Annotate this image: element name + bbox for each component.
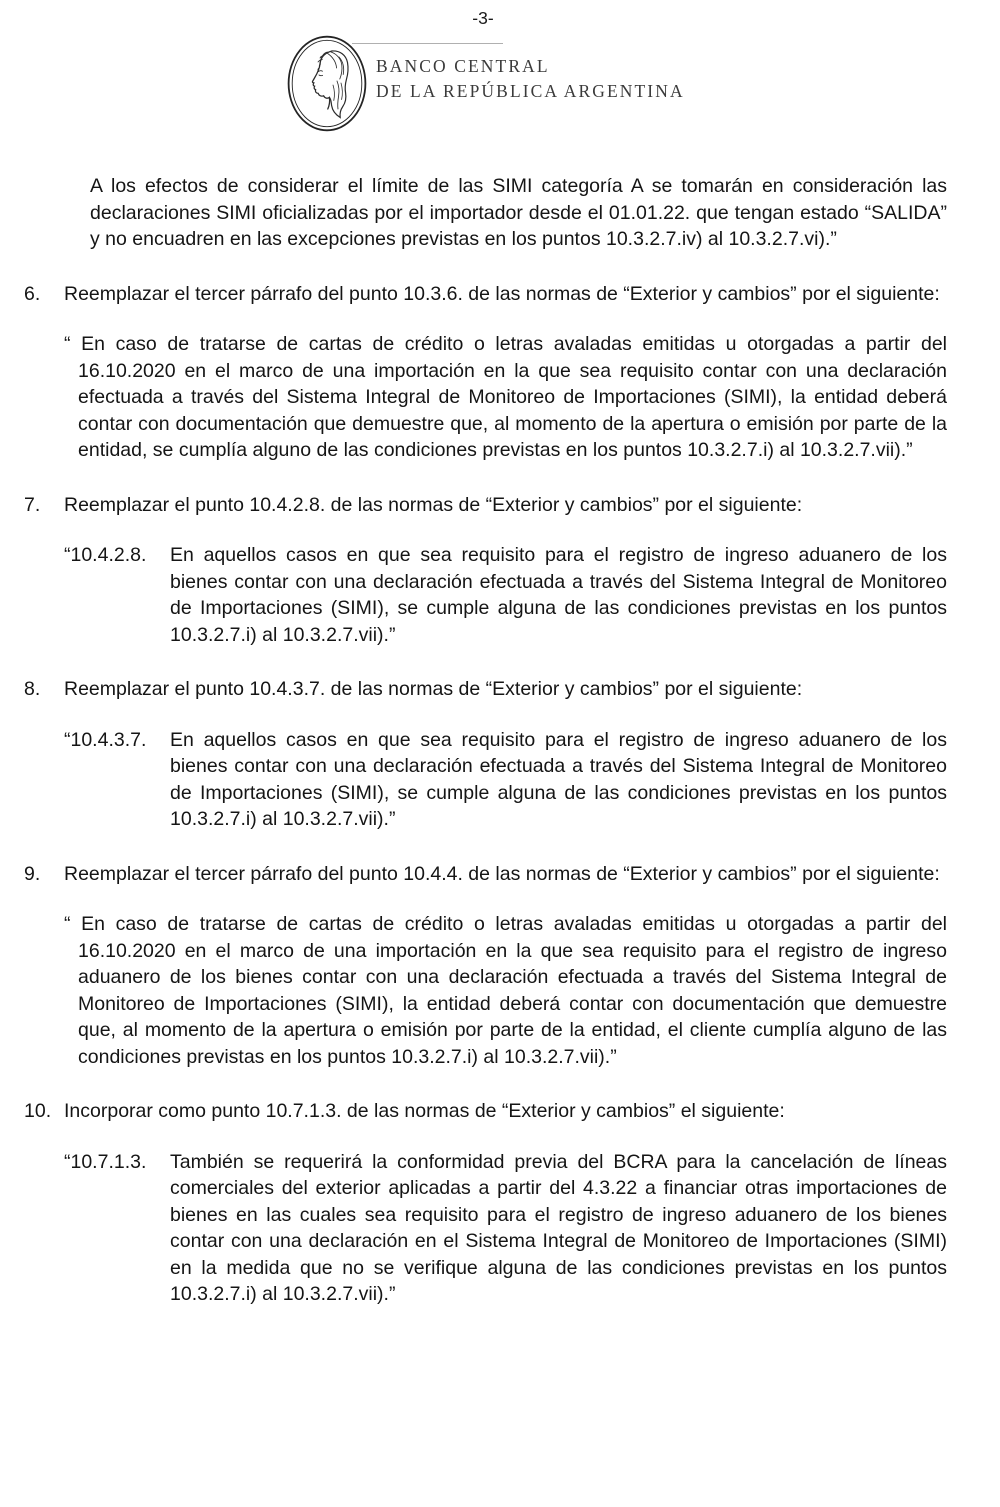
list-item-10 <box>24 1098 947 1125</box>
quoted-point-ref: “10.4.2.8. <box>64 544 147 566</box>
item-number: 8. <box>24 678 41 700</box>
quoted-point-text: También se requerirá la conformidad previa del BCRA para la cancelación de líneas comerciales del exterior aplicadas a partir del 4.3.22 a financiar otras importaciones de bienes en las cuales sea requisito para el registro de ingreso aduanero de los bienes contar con una declaración en el Sistema Integral de Monitoreo de Importaciones (SIMI) en la medida que no se verifique alguna de las condiciones previstas en los puntos 10.3.2.7.i) al 10.3.2.7.vii).” <box>170 1150 947 1305</box>
item-lead-text: Reemplazar el punto 10.4.3.7. de las normas de “Exterior y cambios” por el siguiente: <box>64 678 803 700</box>
item-number: 7. <box>24 493 41 516</box>
intro-paragraph: A los efectos de considerar el límite de las SIMI categoría A se tomarán en consideración las declaraciones SIMI oficializadas por el importador desde el 01.01.22. que tengan estado “SALIDA” y no encuadren en las excepciones previstas en los puntos 10.3.2.7.iv) al 10.3.2.7.vi).” <box>90 175 947 250</box>
item-lead-text: Reemplazar el tercer párrafo del punto 10.4.4. de las normas de “Exterior y cambios” por el siguiente: <box>64 862 940 885</box>
item-lead-text: Reemplazar el tercer párrafo del punto 10.3.6. de las normas de “Exterior y cambios” por el siguiente: <box>64 282 940 305</box>
item-number: 9. <box>24 862 41 885</box>
item-9-quoted-paragraph: “ En caso de tratarse de cartas de crédito o letras avaladas emitidas u otorgadas a partir del 16.10.2020 en el marco de una importación en la que sea requisito para el registro de ingreso aduanero de los bienes contar con una declaración efectuada a través del Sistema Integral de Monitoreo de Importaciones (SIMI), la entidad deberá contar con documentación que demuestre que, al momento de la apertura o emisión por parte de la entidad, el cliente cumplía alguno de las condiciones previstas en los puntos 10.3.2.7.i) al 10.3.2.7.vii).” <box>64 913 947 1068</box>
item-lead-text: Incorporar como punto 10.7.1.3. de las normas de “Exterior y cambios” el siguiente: <box>64 1100 785 1122</box>
item-number: 6. <box>24 282 41 305</box>
item-7-quoted-point <box>64 542 947 648</box>
item-10-quoted-point <box>64 1149 947 1308</box>
quoted-point-text: En aquellos casos en que sea requisito para el registro de ingreso aduanero de los bienes contar con una declaración efectuada a través del Sistema Integral de Monitoreo de Importaciones (SIMI), se cumple alguna de las condiciones previstas en los puntos 10.3.2.7.i) al 10.3.2.7.vii).” <box>170 728 947 830</box>
item-8-quoted-point <box>64 727 947 833</box>
quoted-point-ref: “10.7.1.3. <box>64 1150 147 1173</box>
item-lead-text: Reemplazar el punto 10.4.2.8. de las normas de “Exterior y cambios” por el siguiente: <box>64 493 803 516</box>
item-6-quoted-paragraph: “ En caso de tratarse de cartas de crédito o letras avaladas emitidas u otorgadas a partir del 16.10.2020 en el marco de una importación en la que sea requisito contar con una declaración efectuada a través del Sistema Integral de Monitoreo de Importaciones (SIMI), la entidad deberá contar con documentación que demuestre que, al momento de la apertura o emisión por parte de la entidad, se cumplía alguno de las condiciones previstas en los puntos 10.3.2.7.i) al 10.3.2.7.vii).” <box>64 333 947 461</box>
quoted-point-text: En aquellos casos en que sea requisito para el registro de ingreso aduanero de los bienes contar con una declaración efectuada a través del Sistema Integral de Monitoreo de Importaciones (SIMI), se cumple alguna de las condiciones previstas en los puntos 10.3.2.7.i) al 10.3.2.7.vii).” <box>170 544 947 646</box>
bank-name-line2: DE LA REPÚBLICA ARGENTINA <box>376 81 685 101</box>
page-number: -3- <box>472 8 494 28</box>
bank-name-line1: BANCO CENTRAL <box>376 56 550 76</box>
quoted-point-ref: “10.4.3.7. <box>64 728 147 751</box>
list-item-9 <box>24 861 947 888</box>
list-item-6 <box>24 281 947 308</box>
list-item-8 <box>24 676 947 703</box>
item-number: 10. <box>24 1100 52 1122</box>
list-item-7 <box>24 492 947 519</box>
